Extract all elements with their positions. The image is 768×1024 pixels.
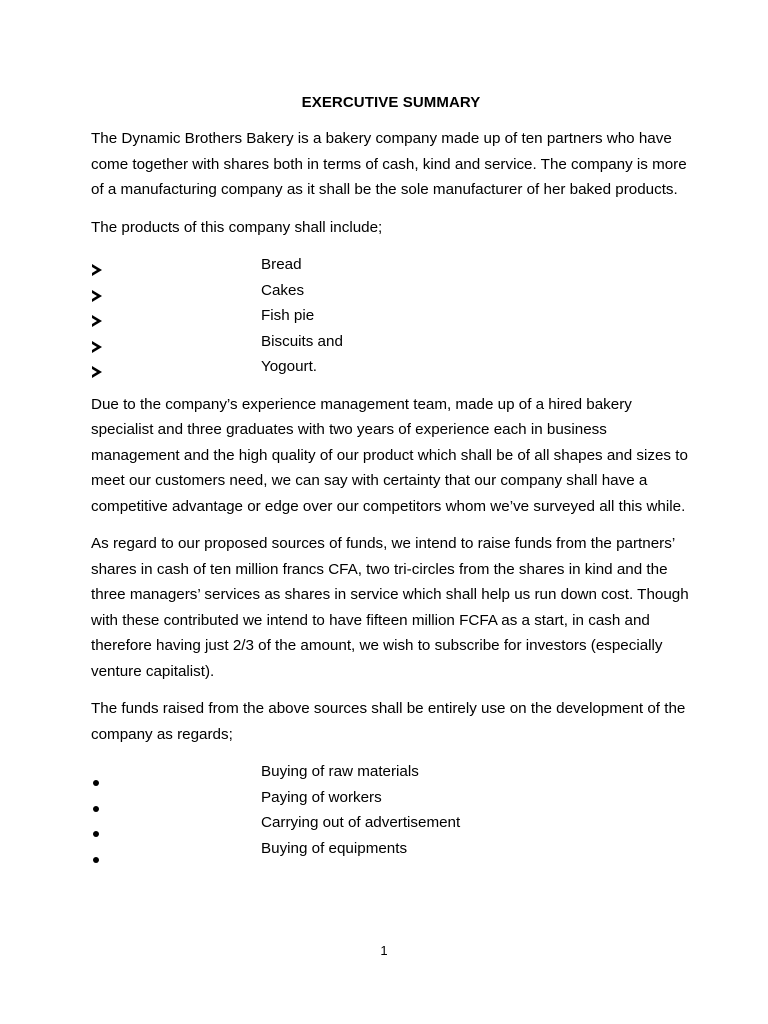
product-label: Yogourt. (261, 358, 318, 375)
list-item (91, 759, 691, 785)
bullet-dot-icon (91, 759, 111, 785)
page-title: EXERCUTIVE SUMMARY (301, 94, 481, 111)
product-label: Biscuits and (261, 332, 343, 350)
list-item (91, 252, 691, 278)
list-item (91, 303, 691, 329)
arrow-bullet-icon (91, 252, 111, 278)
page-number: 1 (380, 943, 388, 958)
products-intro-paragraph: The products of this company shall include; (91, 218, 383, 236)
use-label: Buying of equipments (261, 839, 408, 857)
use-label: Buying of raw materials (261, 763, 419, 780)
list-item (91, 836, 691, 862)
document-body (91, 93, 691, 873)
bullet-dot-icon (91, 836, 111, 862)
product-label: Fish pie (261, 307, 315, 324)
uses-list (91, 759, 691, 861)
bullet-dot-icon (91, 785, 111, 811)
arrow-bullet-icon (91, 303, 111, 329)
list-item (91, 354, 691, 380)
bullet-dot-icon (91, 810, 111, 836)
arrow-bullet-icon (91, 354, 111, 380)
list-item (91, 810, 691, 836)
arrow-bullet-icon (91, 329, 111, 355)
advantage-paragraph: Due to the company’s experience management team, made up of a hired bakery specialist and three graduates with two years of experience each in business management and the high quality of our product which shall be of all shapes and sizes to meet our customers need, we can say with certainty that our company shall have a competitive advantage or edge over our competitors whom we’ve surveyed all this while. (91, 395, 688, 515)
funds-paragraph: As regard to our proposed sources of funds, we intend to raise funds from the partners’ shares in cash of ten million francs CFA, two tri-circles from the shares in kind and the three managers’ services as shares in service which shall help us run down cost. Though with these contributed we intend to have fifteen million FCFA as a start, in cash and therefore having just 2/3 of the amount, we wish to subscribe for investors (especially venture capitalist). (91, 535, 689, 680)
arrow-bullet-icon (91, 278, 111, 304)
products-list (91, 252, 691, 380)
use-label: Carrying out of advertisement (261, 814, 461, 831)
list-item (91, 278, 691, 304)
product-label: Cakes (261, 281, 305, 299)
intro-paragraph: The Dynamic Brothers Bakery is a bakery company made up of ten partners who have come together with shares both in terms of cash, kind and service. The company is more of a manufacturing company as it shall be the sole manufacturer of her baked products. (91, 130, 687, 198)
use-label: Paying of workers (261, 788, 382, 806)
list-item (91, 329, 691, 355)
product-label: Bread (261, 256, 302, 273)
uses-intro-paragraph: The funds raised from the above sources shall be entirely use on the development of the company as regards; (91, 700, 686, 743)
list-item (91, 785, 691, 811)
